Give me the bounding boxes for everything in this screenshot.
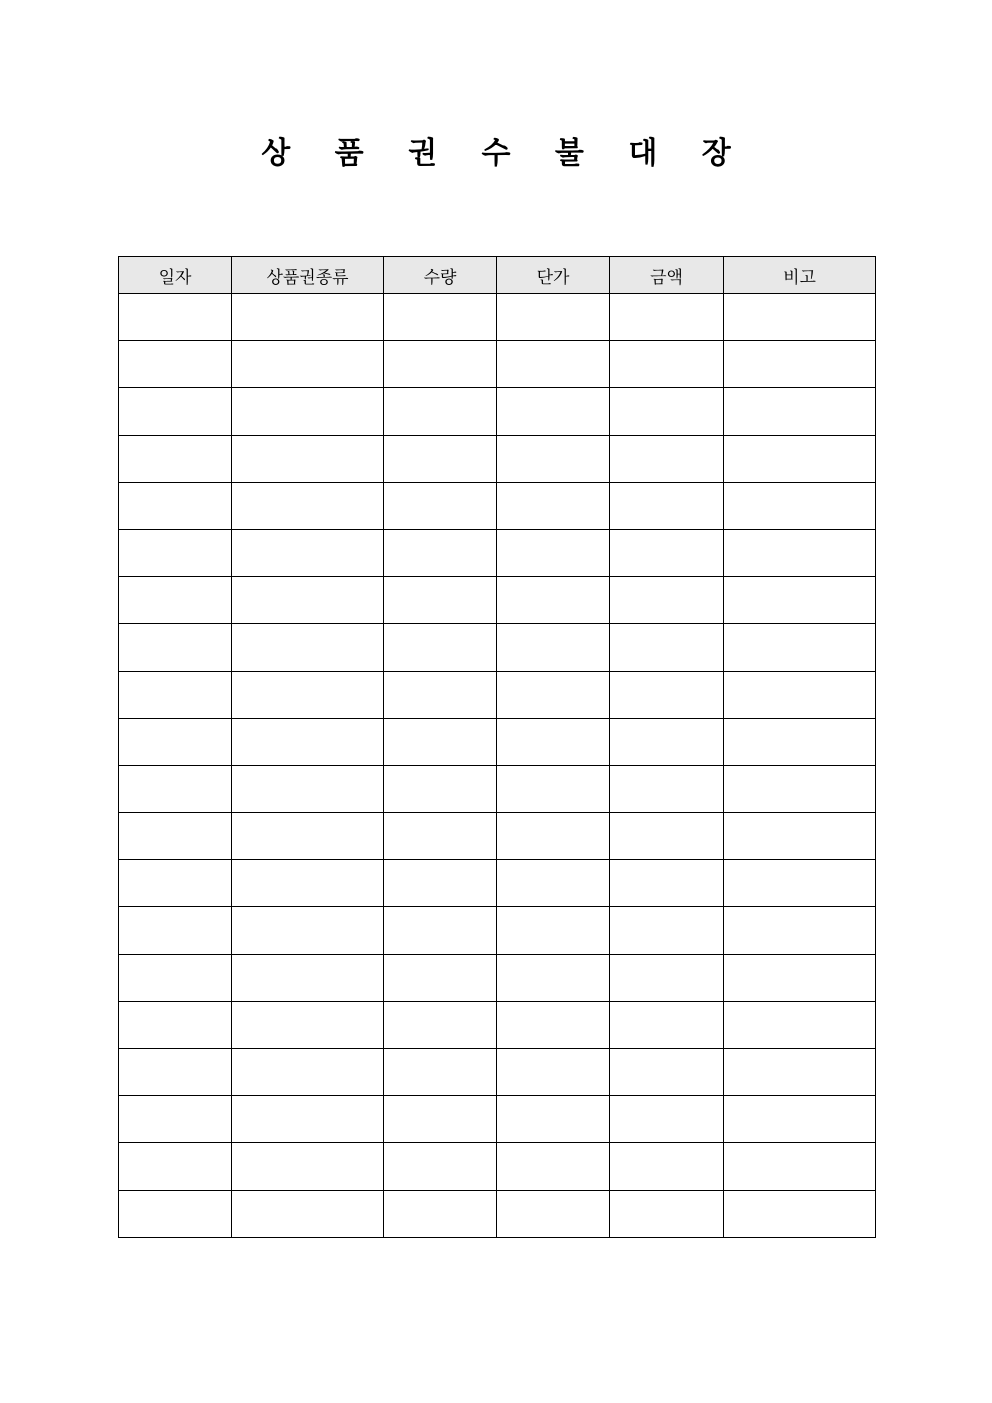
cell-amount[interactable]: [610, 907, 724, 954]
cell-remarks[interactable]: [724, 435, 876, 482]
cell-quantity[interactable]: [384, 577, 497, 624]
column-header-date: 일자: [119, 257, 232, 294]
table-row: [119, 435, 876, 482]
cell-remarks[interactable]: [724, 577, 876, 624]
cell-quantity[interactable]: [384, 294, 497, 341]
cell-date[interactable]: [119, 1001, 232, 1048]
cell-remarks[interactable]: [724, 529, 876, 576]
cell-voucher-type[interactable]: [232, 577, 384, 624]
cell-unit-price[interactable]: [497, 1190, 610, 1237]
cell-amount[interactable]: [610, 577, 724, 624]
cell-unit-price[interactable]: [497, 482, 610, 529]
cell-unit-price[interactable]: [497, 954, 610, 1001]
table-row: [119, 294, 876, 341]
table-row: [119, 907, 876, 954]
cell-amount[interactable]: [610, 813, 724, 860]
cell-amount[interactable]: [610, 954, 724, 1001]
cell-voucher-type[interactable]: [232, 341, 384, 388]
cell-remarks[interactable]: [724, 1143, 876, 1190]
cell-voucher-type[interactable]: [232, 954, 384, 1001]
cell-voucher-type[interactable]: [232, 529, 384, 576]
cell-unit-price[interactable]: [497, 529, 610, 576]
cell-unit-price[interactable]: [497, 1001, 610, 1048]
cell-voucher-type[interactable]: [232, 482, 384, 529]
table-header-row: [119, 257, 876, 294]
cell-quantity[interactable]: [384, 718, 497, 765]
cell-unit-price[interactable]: [497, 813, 610, 860]
cell-quantity[interactable]: [384, 1049, 497, 1096]
cell-remarks[interactable]: [724, 954, 876, 1001]
table-row: [119, 529, 876, 576]
column-header-amount: 금액: [610, 257, 724, 294]
cell-amount[interactable]: [610, 1049, 724, 1096]
cell-voucher-type[interactable]: [232, 1049, 384, 1096]
cell-amount[interactable]: [610, 388, 724, 435]
cell-quantity[interactable]: [384, 1096, 497, 1143]
cell-amount[interactable]: [610, 341, 724, 388]
cell-date[interactable]: [119, 718, 232, 765]
cell-date[interactable]: [119, 294, 232, 341]
cell-unit-price[interactable]: [497, 1096, 610, 1143]
cell-date[interactable]: [119, 482, 232, 529]
cell-date[interactable]: [119, 860, 232, 907]
cell-date[interactable]: [119, 388, 232, 435]
table-row: [119, 482, 876, 529]
cell-quantity[interactable]: [384, 954, 497, 1001]
cell-unit-price[interactable]: [497, 860, 610, 907]
cell-quantity[interactable]: [384, 341, 497, 388]
cell-amount[interactable]: [610, 1190, 724, 1237]
cell-voucher-type[interactable]: [232, 388, 384, 435]
cell-voucher-type[interactable]: [232, 671, 384, 718]
cell-remarks[interactable]: [724, 294, 876, 341]
cell-unit-price[interactable]: [497, 294, 610, 341]
cell-unit-price[interactable]: [497, 388, 610, 435]
cell-remarks[interactable]: [724, 388, 876, 435]
cell-unit-price[interactable]: [497, 435, 610, 482]
cell-unit-price[interactable]: [497, 577, 610, 624]
cell-date[interactable]: [119, 577, 232, 624]
cell-amount[interactable]: [610, 294, 724, 341]
cell-date[interactable]: [119, 435, 232, 482]
table-row: [119, 1096, 876, 1143]
cell-unit-price[interactable]: [497, 907, 610, 954]
table-body: [119, 294, 876, 1238]
cell-date[interactable]: [119, 341, 232, 388]
cell-remarks[interactable]: [724, 813, 876, 860]
table-row: [119, 388, 876, 435]
cell-voucher-type[interactable]: [232, 718, 384, 765]
cell-amount[interactable]: [610, 482, 724, 529]
cell-quantity[interactable]: [384, 435, 497, 482]
ledger-table: [118, 256, 876, 1238]
cell-unit-price[interactable]: [497, 341, 610, 388]
cell-unit-price[interactable]: [497, 765, 610, 812]
cell-remarks[interactable]: [724, 907, 876, 954]
cell-amount[interactable]: [610, 624, 724, 671]
cell-amount[interactable]: [610, 435, 724, 482]
cell-quantity[interactable]: [384, 860, 497, 907]
cell-remarks[interactable]: [724, 1001, 876, 1048]
cell-date[interactable]: [119, 1049, 232, 1096]
cell-quantity[interactable]: [384, 529, 497, 576]
cell-voucher-type[interactable]: [232, 1143, 384, 1190]
table-row: [119, 954, 876, 1001]
cell-date[interactable]: [119, 624, 232, 671]
cell-remarks[interactable]: [724, 671, 876, 718]
cell-quantity[interactable]: [384, 1001, 497, 1048]
cell-quantity[interactable]: [384, 624, 497, 671]
table-row: [119, 765, 876, 812]
cell-date[interactable]: [119, 671, 232, 718]
cell-date[interactable]: [119, 529, 232, 576]
cell-voucher-type[interactable]: [232, 1001, 384, 1048]
cell-date[interactable]: [119, 1096, 232, 1143]
table-row: [119, 577, 876, 624]
table-row: [119, 671, 876, 718]
cell-date[interactable]: [119, 765, 232, 812]
cell-voucher-type[interactable]: [232, 1096, 384, 1143]
cell-quantity[interactable]: [384, 1190, 497, 1237]
cell-quantity[interactable]: [384, 388, 497, 435]
cell-date[interactable]: [119, 1143, 232, 1190]
cell-amount[interactable]: [610, 1096, 724, 1143]
table-row: [119, 860, 876, 907]
cell-amount[interactable]: [610, 718, 724, 765]
cell-voucher-type[interactable]: [232, 907, 384, 954]
column-header-voucher-type: 상품권종류: [232, 257, 384, 294]
cell-amount[interactable]: [610, 1001, 724, 1048]
cell-quantity[interactable]: [384, 1143, 497, 1190]
cell-quantity[interactable]: [384, 671, 497, 718]
cell-date[interactable]: [119, 954, 232, 1001]
table-row: [119, 1001, 876, 1048]
cell-remarks[interactable]: [724, 482, 876, 529]
table-row: [119, 624, 876, 671]
cell-amount[interactable]: [610, 671, 724, 718]
cell-amount[interactable]: [610, 1143, 724, 1190]
cell-voucher-type[interactable]: [232, 765, 384, 812]
cell-voucher-type[interactable]: [232, 1190, 384, 1237]
cell-amount[interactable]: [610, 765, 724, 812]
cell-unit-price[interactable]: [497, 1143, 610, 1190]
cell-date[interactable]: [119, 907, 232, 954]
table-row: [119, 341, 876, 388]
table-row: [119, 718, 876, 765]
cell-unit-price[interactable]: [497, 671, 610, 718]
cell-voucher-type[interactable]: [232, 860, 384, 907]
cell-voucher-type[interactable]: [232, 294, 384, 341]
column-header-remarks: 비고: [724, 257, 876, 294]
cell-quantity[interactable]: [384, 907, 497, 954]
table-row: [119, 1143, 876, 1190]
cell-date[interactable]: [119, 813, 232, 860]
cell-date[interactable]: [119, 1190, 232, 1237]
cell-remarks[interactable]: [724, 765, 876, 812]
cell-remarks[interactable]: [724, 1096, 876, 1143]
document-title: 상 품 권 수 불 대 장: [261, 136, 748, 171]
cell-voucher-type[interactable]: [232, 435, 384, 482]
cell-remarks[interactable]: [724, 341, 876, 388]
cell-quantity[interactable]: [384, 765, 497, 812]
column-header-quantity: 수량: [384, 257, 497, 294]
table-row: [119, 813, 876, 860]
table-row: [119, 1049, 876, 1096]
cell-voucher-type[interactable]: [232, 813, 384, 860]
cell-unit-price[interactable]: [497, 718, 610, 765]
cell-remarks[interactable]: [724, 1049, 876, 1096]
cell-remarks[interactable]: [724, 860, 876, 907]
cell-unit-price[interactable]: [497, 624, 610, 671]
cell-amount[interactable]: [610, 860, 724, 907]
table-row: [119, 1190, 876, 1237]
cell-quantity[interactable]: [384, 482, 497, 529]
cell-remarks[interactable]: [724, 1190, 876, 1237]
cell-amount[interactable]: [610, 529, 724, 576]
cell-remarks[interactable]: [724, 718, 876, 765]
column-header-unit-price: 단가: [497, 257, 610, 294]
cell-quantity[interactable]: [384, 813, 497, 860]
cell-voucher-type[interactable]: [232, 624, 384, 671]
cell-unit-price[interactable]: [497, 1049, 610, 1096]
cell-remarks[interactable]: [724, 624, 876, 671]
